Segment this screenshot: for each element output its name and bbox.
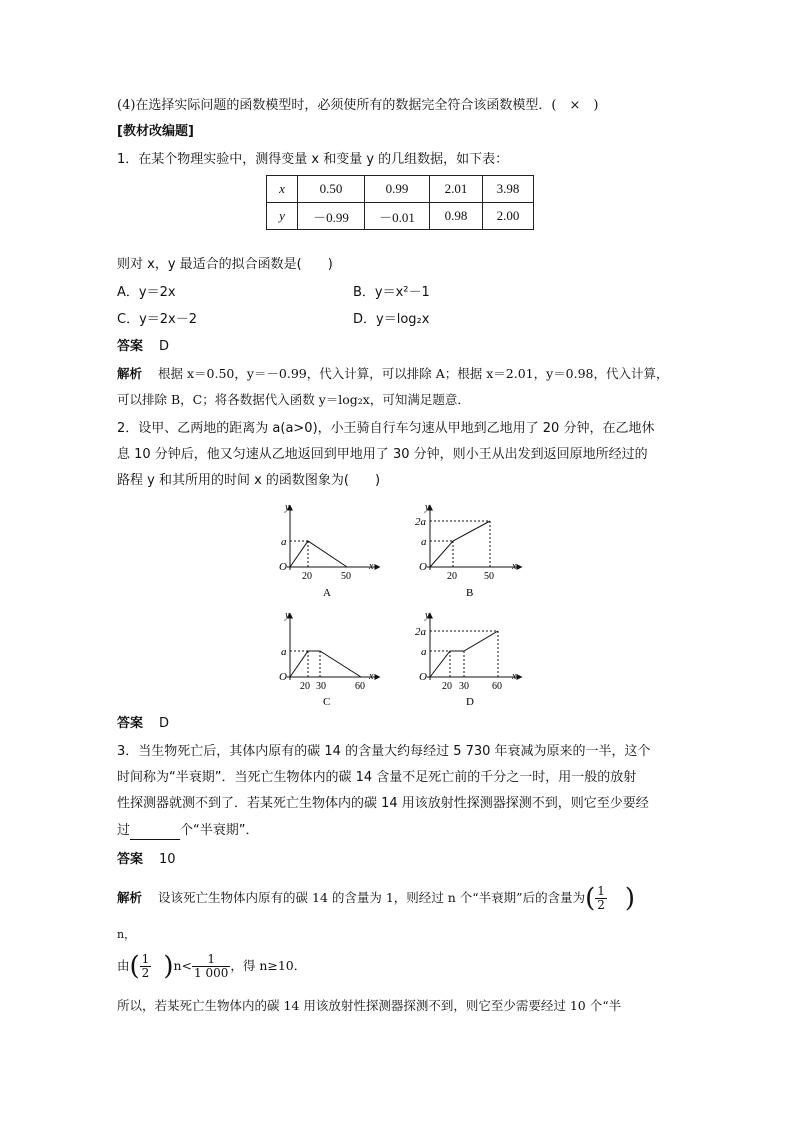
q3-analysis-line-3: [117, 953, 306, 980]
x-tick-label: 30: [316, 681, 326, 692]
y-tick-label: a: [421, 646, 427, 658]
y-tick-label: a: [421, 536, 427, 548]
table-cell: 2.01: [430, 176, 483, 203]
origin-label: O: [279, 671, 287, 683]
x-tick-label: 30: [459, 681, 469, 692]
x-tick-label: 50: [484, 571, 494, 582]
left-paren: (: [585, 883, 596, 914]
origin-label: O: [419, 561, 427, 573]
graph-c: [279, 610, 379, 708]
right-paren: ): [163, 951, 174, 982]
q3-analysis-line-2: n，: [117, 928, 136, 941]
y-tick-label: a: [281, 646, 287, 658]
y-tick-label: a: [281, 536, 287, 548]
graph-a: [279, 502, 379, 599]
fill-in-blank[interactable]: [130, 825, 180, 840]
x-tick-label: 20: [447, 571, 457, 582]
analysis-text: 根据 x＝0.50，y＝－0.99，代入计算，可以排除 A；根据 x＝2.01，y＝0.98，代入计算，: [158, 366, 669, 381]
q1-option-b: B．y＝x²－1: [353, 285, 430, 300]
graph-b-curve: [430, 521, 490, 567]
table-cell: 0.50: [298, 176, 365, 203]
y-tick-label: 2a: [415, 516, 426, 528]
q2-stem-line-2: 息 10 分钟后，他又匀速从乙地返回到甲地用了 30 分钟，则小王从出发到返回原地所经过的: [117, 447, 648, 462]
q3-stem-line-1: 3．当生物死亡后，其体内原有的碳 14 的含量大约每经过 5 730 年衰减为原来的一半，这个: [117, 744, 651, 759]
graph-d-curve: [430, 631, 498, 677]
table-cell: 0.98: [430, 203, 483, 230]
axis-y-label: y: [285, 610, 290, 621]
x-tick-label: 60: [492, 681, 502, 692]
table-cell: x: [267, 176, 298, 203]
q3-stem-prefix: 过: [117, 823, 131, 838]
table-cell: y: [267, 203, 298, 230]
table-cell: 2.00: [483, 203, 534, 230]
x-tick-label: 20: [442, 681, 452, 692]
q1-analysis-line-2: 可以排除 B，C；将各数据代入函数 y＝log₂x，可知满足题意．: [117, 392, 470, 407]
analysis-prefix: 由: [117, 958, 130, 973]
table-cell: －0.99: [298, 203, 365, 230]
analysis-suffix: ，得 n≥10．: [230, 958, 307, 973]
graph-d-caption: D: [466, 696, 474, 708]
table-row: [267, 176, 534, 203]
graph-c-caption: C: [323, 696, 331, 708]
graph-b: [415, 502, 521, 599]
axis-y-label: y: [425, 502, 430, 513]
q2-answer: [117, 715, 169, 733]
q1-option-d: D．y＝log₂x: [353, 312, 430, 327]
q1-analysis-line-1: [117, 365, 669, 383]
axis-y-label: y: [425, 610, 430, 621]
answer-label: 答案: [117, 852, 144, 867]
fraction: $\frac{1}{2}$: [141, 952, 150, 980]
q1-data-table: [266, 175, 534, 230]
q1-answer: [117, 338, 169, 356]
graph-d: [415, 610, 521, 708]
table-cell: －0.01: [365, 203, 430, 230]
graph-a-caption: A: [323, 587, 331, 599]
axis-x-label: x: [369, 671, 374, 682]
q1-stem: 1．在某个物理实验中，测得变量 x 和变量 y 的几组数据，如下表：: [117, 152, 509, 167]
statement-4: (4)在选择实际问题的函数模型时，必须使所有的数据完全符合该函数模型．( × ): [117, 98, 599, 113]
analysis-text: 设该死亡生物体内原有的碳 14 的含量为 1，则经过 n 个“半衰期”后的含量为: [158, 890, 586, 905]
answer-value: D: [159, 716, 170, 731]
table-row: [267, 203, 534, 230]
fraction: $\frac{1}{2}$: [597, 884, 605, 912]
right-paren: ): [624, 883, 636, 914]
analysis-label: 解析: [117, 890, 143, 905]
q2-stem-line-3: 路程 y 和其所用的时间 x 的函数图象为( ): [117, 473, 381, 488]
x-tick-label: 60: [355, 681, 365, 692]
q2-graphs: [255, 496, 545, 712]
q3-stem-suffix: 个“半衰期”．: [180, 823, 259, 838]
q1-option-a: A．y＝2x: [117, 285, 176, 300]
axis-x-label: x: [512, 671, 517, 682]
q3-stem-line-3: 性探测器就测不到了．若某死亡生物体内的碳 14 用该放射性探测器探测不到，则它至少要经: [117, 796, 649, 811]
q3-stem-line-4: [117, 822, 259, 840]
section-tag: [教材改编题]: [117, 124, 194, 139]
q3-stem-line-2: 时间称为“半衰期”．当死亡生物体内的碳 14 含量不足死亡前的千分之一时，用一般的放射: [117, 770, 637, 785]
answer-value: D: [159, 339, 170, 354]
q3-answer: [117, 851, 176, 869]
x-tick-label: 20: [300, 681, 310, 692]
axis-x-label: x: [369, 561, 374, 572]
table-cell: 0.99: [365, 176, 430, 203]
q2-stem-line-1: 2．设甲、乙两地的距离为 a(a>0)，小王骑自行车匀速从甲地到乙地用了 20 分钟，在乙地休: [117, 421, 655, 436]
origin-label: O: [419, 671, 427, 683]
fraction: $\frac{1}{1 000}$: [194, 952, 229, 980]
graph-a-curve: [290, 541, 347, 567]
axis-y-label: y: [285, 502, 290, 513]
origin-label: O: [279, 561, 287, 573]
q1-option-c: C．y＝2x－2: [117, 312, 198, 327]
x-tick-label: 50: [341, 571, 351, 582]
answer-value: 10: [159, 852, 176, 867]
answer-label: 答案: [117, 716, 144, 731]
x-tick-label: 20: [302, 571, 312, 582]
q1-question: 则对 x，y 最适合的拟合函数是( ): [117, 257, 333, 272]
table-cell: 3.98: [483, 176, 534, 203]
q3-analysis-line-4: 所以，若某死亡生物体内的碳 14 用该放射性探测器探测不到，则它至少需要经过 10 个“半: [117, 998, 622, 1013]
analysis-label: 解析: [117, 366, 143, 381]
graph-c-curve: [290, 651, 361, 677]
axis-x-label: x: [512, 561, 517, 572]
y-tick-label: 2a: [415, 626, 426, 638]
left-paren: (: [129, 951, 140, 982]
answer-label: 答案: [117, 339, 144, 354]
analysis-mid: n<: [173, 958, 192, 973]
graph-b-caption: B: [466, 587, 474, 599]
q3-analysis-line-1: [117, 885, 635, 912]
